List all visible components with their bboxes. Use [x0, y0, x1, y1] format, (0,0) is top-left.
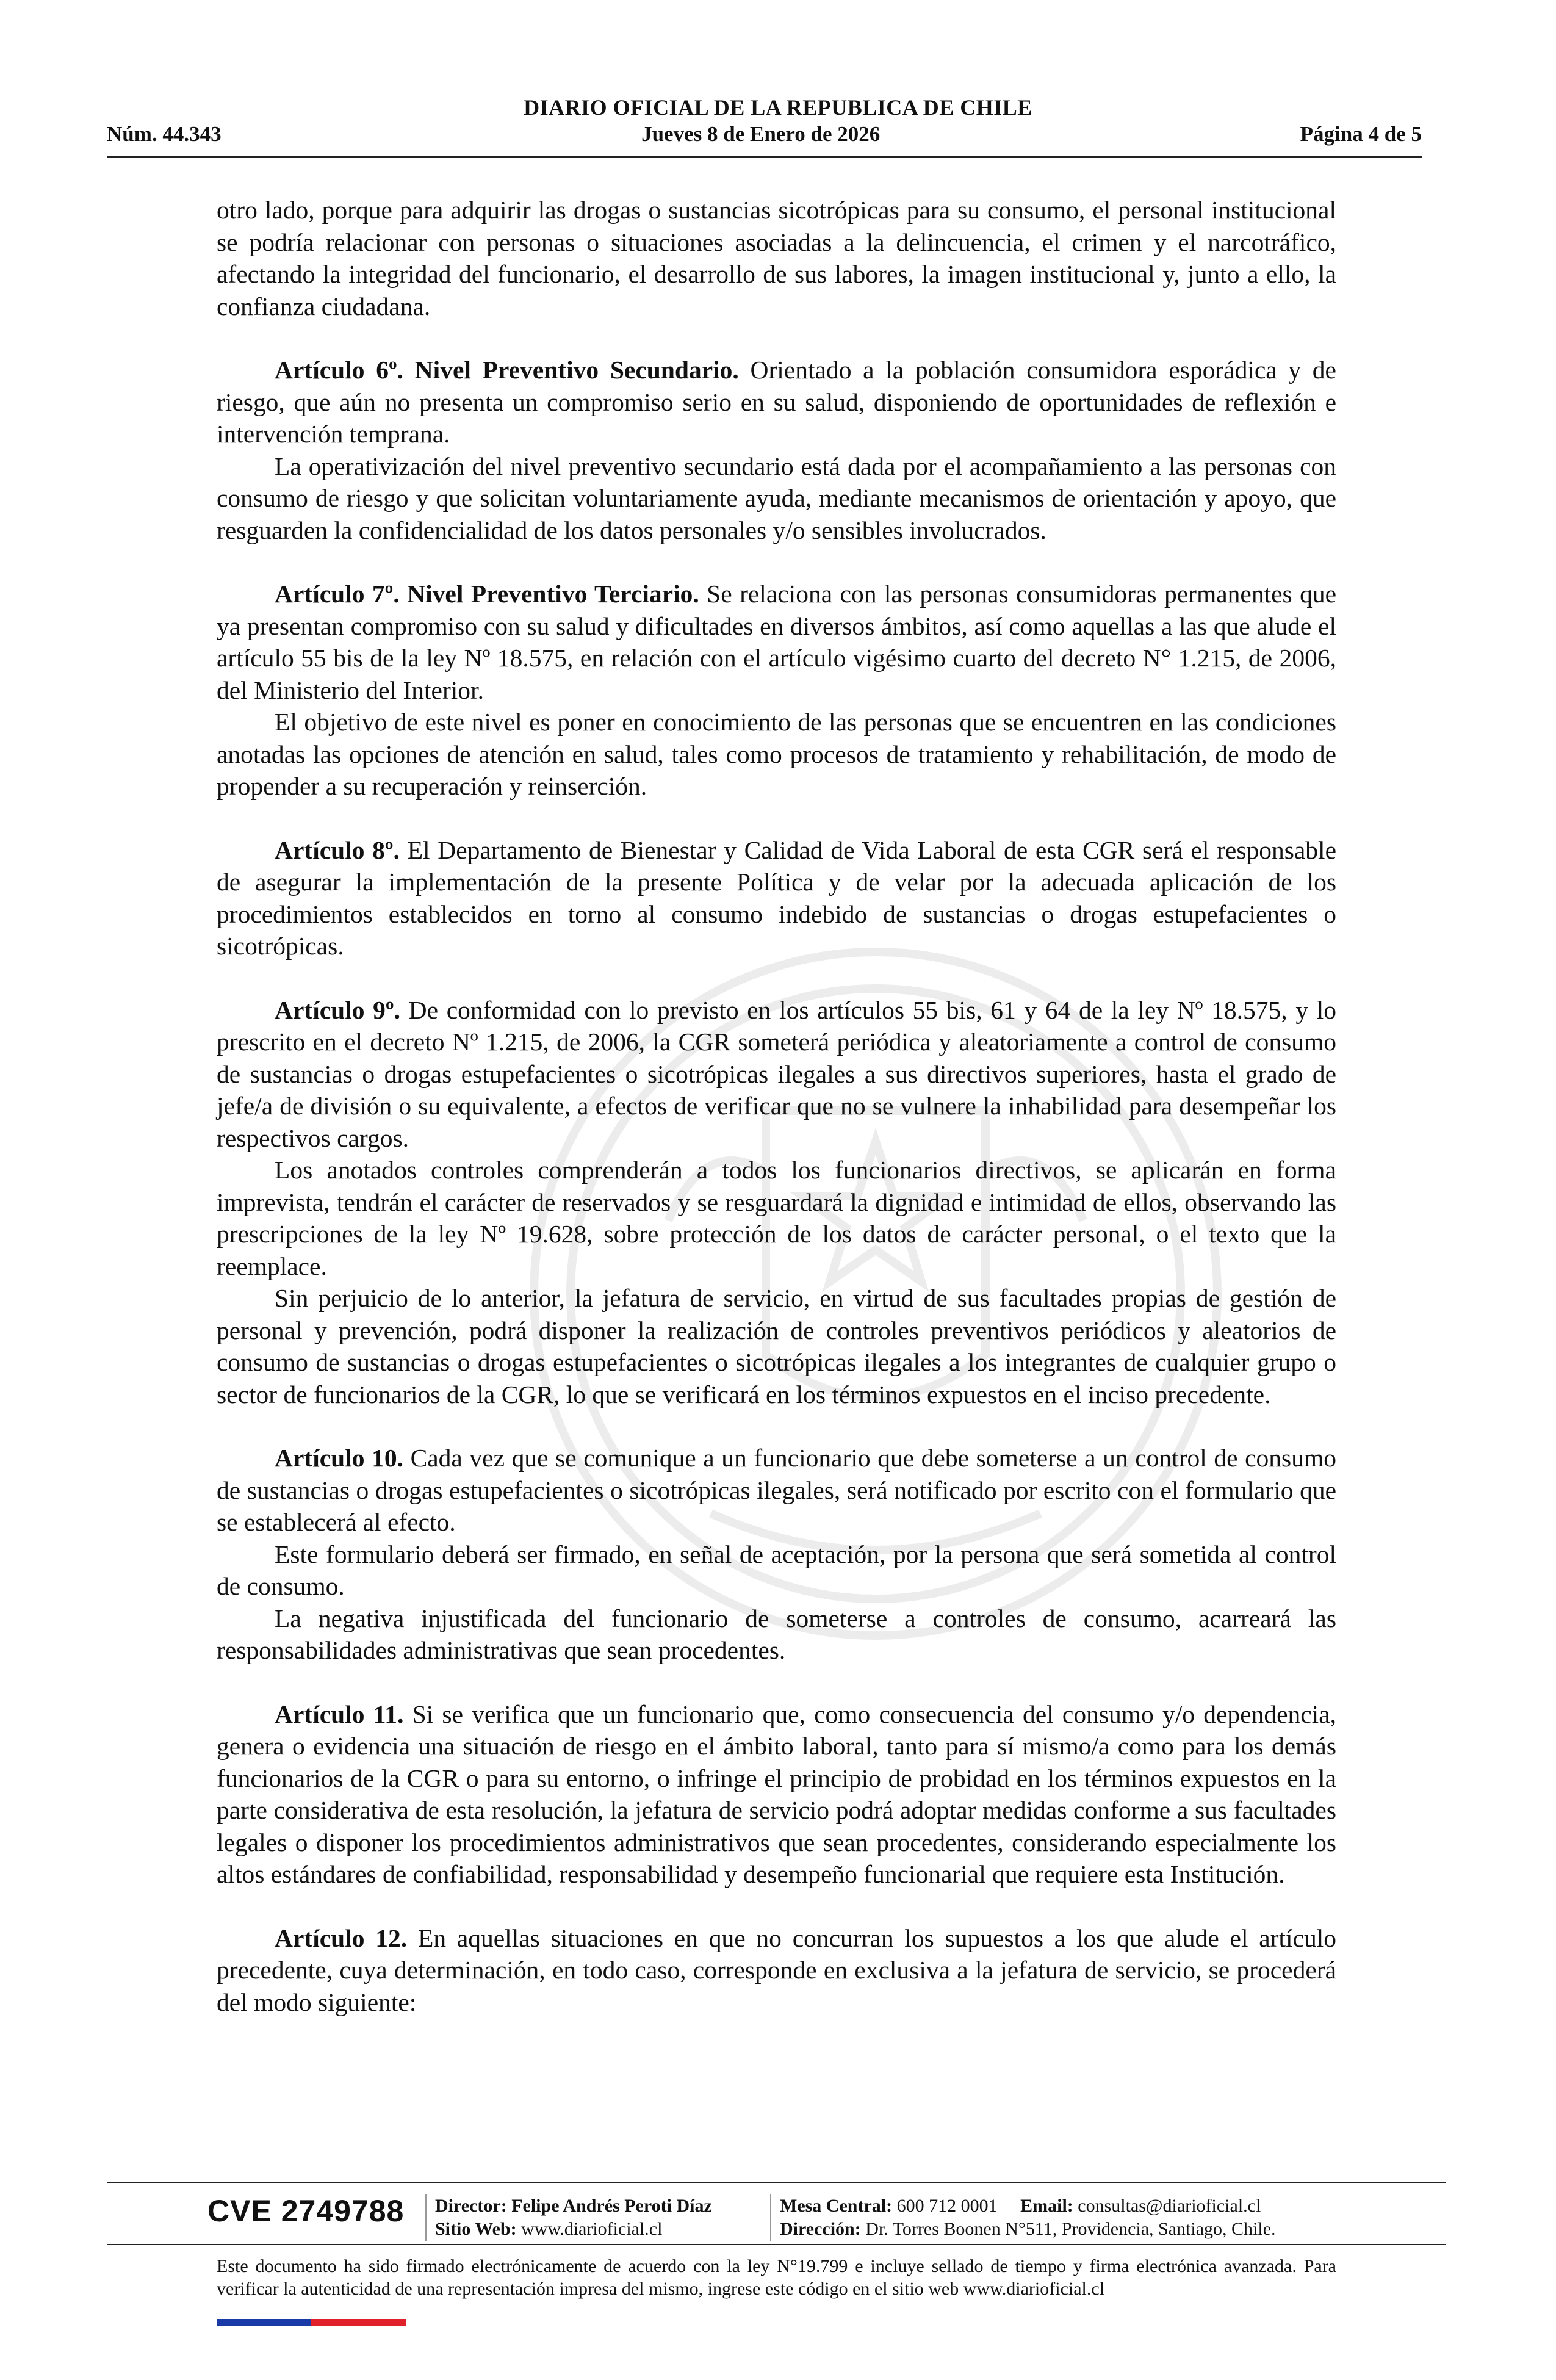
director-label: Director:: [435, 2196, 507, 2216]
director-name: Felipe Andrés Peroti Díaz: [511, 2196, 712, 2216]
article-10-paragraph-2: Este formulario deberá ser firmado, en señal de aceptación, por la persona que será sometida al control de consumo.: [217, 1540, 1336, 1600]
issue-number: Núm. 44.343: [107, 122, 222, 146]
footer-rule-bottom: [107, 2244, 1446, 2245]
article-9-paragraph-3: Sin perjuicio de lo anterior, la jefatura de servicio, en virtud de sus facultades propias de gestión de personal y prevención, podrá disponer la realización de controles preventivos periódicos y aleatorios de consumo de sustancias o drogas estupefacientes o sicotrópicas ilegales a los integrantes de cualquier grupo o sector de funcionarios de la CGR, lo que se verificará en los términos expuestos en el inciso precedente.: [217, 1284, 1336, 1408]
article-7-text: Se relaciona con las personas consumidoras permanentes que ya presentan compromiso con su salud y dificultades en diversos ámbitos, así como aquellas a las que alude el artículo 55 bis de la ley Nº 18.575, en relación con el artículo vigésimo cuarto del decreto N° 1.215, de 2006, del Ministerio del Interior.: [217, 580, 1336, 704]
article-7-title: Artículo 7º. Nivel Preventivo Terciario.: [275, 580, 699, 608]
mesa-phone: 600 712 0001: [896, 2196, 998, 2216]
cve-code: CVE 2749788: [207, 2194, 405, 2228]
article-7-paragraph-2: El objetivo de este nivel es poner en conocimiento de las personas que se encuentren en las condiciones anotadas las opciones de atención en salud, tales como procesos de tratamiento y rehabilitación, de modo de propender a su recuperación y reinserción.: [217, 708, 1336, 800]
article-10-paragraph-3: La negativa injustificada del funcionario de someterse a controles de consumo, acarreará las responsabilidades administrativas que sean procedentes.: [217, 1604, 1336, 1664]
article-8: [217, 834, 1336, 962]
issue-date: Jueves 8 de Enero de 2026: [641, 122, 881, 146]
article-10-title: Artículo 10.: [275, 1444, 403, 1472]
footer-rule-top: [107, 2182, 1446, 2183]
article-6: [217, 354, 1336, 450]
article-7: [217, 578, 1336, 706]
header-row: [107, 122, 1422, 150]
article-11-title: Artículo 11.: [275, 1700, 404, 1728]
intro-paragraph: otro lado, porque para adquirir las drogas o sustancias sicotrópicas para su consumo, el personal institucional se podría relacionar con personas o situaciones asociadas a la delincuencia, el crimen y el narcotráfico, afectando la integridad del funcionario, el desarrollo de sus labores, la imagen institucional y, junto a ello, la confianza ciudadana.: [217, 196, 1336, 320]
flag-stripe-blue: [217, 2319, 311, 2326]
article-10-text: Cada vez que se comunique a un funcionario que debe someterse a un control de consumo de sustancias o drogas estupefacientes o sicotrópicas ilegales, será notificado por escrito con el formulario que se establecerá al efecto.: [217, 1444, 1336, 1536]
article-10: [217, 1442, 1336, 1538]
article-9-paragraph-2: Los anotados controles comprenderán a todos los funcionarios directivos, se aplicarán en forma imprevista, tendrán el carácter de reservados y se resguardará la dignidad e intimidad de ellos, observando las prescripciones de la ley Nº 19.628, sobre protección de los datos de carácter personal, o el texto que la reemplace.: [217, 1156, 1336, 1280]
article-9-title: Artículo 9º.: [275, 995, 400, 1024]
journal-title: DIARIO OFICIAL DE LA REPUBLICA DE CHILE: [524, 95, 1032, 120]
address-label: Dirección:: [780, 2219, 861, 2239]
article-9: [217, 994, 1336, 1155]
article-9-text: De conformidad con lo previsto en los artículos 55 bis, 61 y 64 de la ley Nº 18.575, y lo prescrito en el decreto Nº 1.215, de 2006, la CGR someterá periódica y aleatoriamente a control de consumo de sustancias o drogas estupefacientes o sicotrópicas ilegales a sus directivos superiores, hasta el grado de jefe/a de división o su equivalente, a efectos de verificar que no se vulnere la inhabilidad para desempeñar los respectivos cargos.: [217, 995, 1337, 1152]
flag-stripe-red: [311, 2319, 406, 2326]
article-6-paragraph-2: La operativización del nivel preventivo secundario está dada por el acompañamiento a las personas con consumo de riesgo y que solicitan voluntariamente ayuda, mediante mecanismos de orientación y apoyo, que resguarden la confidencialidad de los datos personales y/o sensibles involucrados.: [217, 452, 1336, 544]
article-12: [217, 1922, 1336, 2019]
article-8-title: Artículo 8º.: [275, 835, 400, 864]
article-6-text: Orientado a la población consumidora esporádica y de riesgo, que aún no presenta un compromiso serio en su salud, disponiendo de oportunidades de reflexión e intervención temprana.: [217, 356, 1336, 448]
article-8-text: El Departamento de Bienestar y Calidad de Vida Laboral de esta CGR será el responsable de asegurar la implementación de la presente Política y de velar por la adecuada aplicación de los procedimientos establecidos en torno al consumo indebido de sustancias o drogas estupefacientes o sicotrópicas.: [217, 835, 1337, 960]
footer-director-block: [425, 2194, 712, 2241]
article-12-text: En aquellas situaciones en que no concurran los supuestos a los que alude el artículo precedente, cuya determinación, en todo caso, corresponde en exclusiva a la jefatura de servicio, se procederá del modo siguiente:: [217, 1924, 1337, 2016]
document-body: [217, 194, 1336, 2018]
address-text: Dr. Torres Boonen N°511, Providencia, Santiago, Chile.: [865, 2219, 1276, 2239]
article-12-title: Artículo 12.: [275, 1924, 408, 1952]
email-link[interactable]: consultas@diarioficial.cl: [1078, 2196, 1261, 2216]
header-rule: [107, 156, 1422, 158]
footer-legal-note: Este documento ha sido firmado electrónicamente de acuerdo con la ley N°19.799 e incluye sellado de tiempo y firma electrónica avanzada. Para verificar la autenticidad de una representación impresa del mismo, ingrese este código en el sitio web www.diarioficial.cl: [217, 2256, 1336, 2299]
article-6-title: Artículo 6º. Nivel Preventivo Secundario.: [275, 356, 739, 384]
mesa-label: Mesa Central:: [780, 2196, 893, 2216]
site-link[interactable]: www.diarioficial.cl: [521, 2219, 663, 2239]
page-number: Página 4 de 5: [1300, 122, 1422, 146]
article-11-text: Si se verifica que un funcionario que, como consecuencia del consumo y/o dependencia, genera o evidencia una situación de riesgo en el ámbito laboral, tanto para sí mismo/a como para los demás funcionarios de la CGR o para su entorno, o infringe el principio de probidad en los términos expuestos en la parte considerativa de esta resolución, la jefatura de servicio podrá adoptar medidas conforme a sus facultades legales o disponer los procedimientos administrativos que sean procedentes, considerando especialmente los altos estándares de confiabilidad, responsabilidad y desempeño funcionarial que requiere esta Institución.: [217, 1700, 1337, 1888]
article-11: [217, 1698, 1336, 1891]
email-label: Email:: [1020, 2196, 1073, 2216]
site-label: Sitio Web:: [435, 2219, 517, 2239]
footer-contact-block: [770, 2194, 1276, 2241]
